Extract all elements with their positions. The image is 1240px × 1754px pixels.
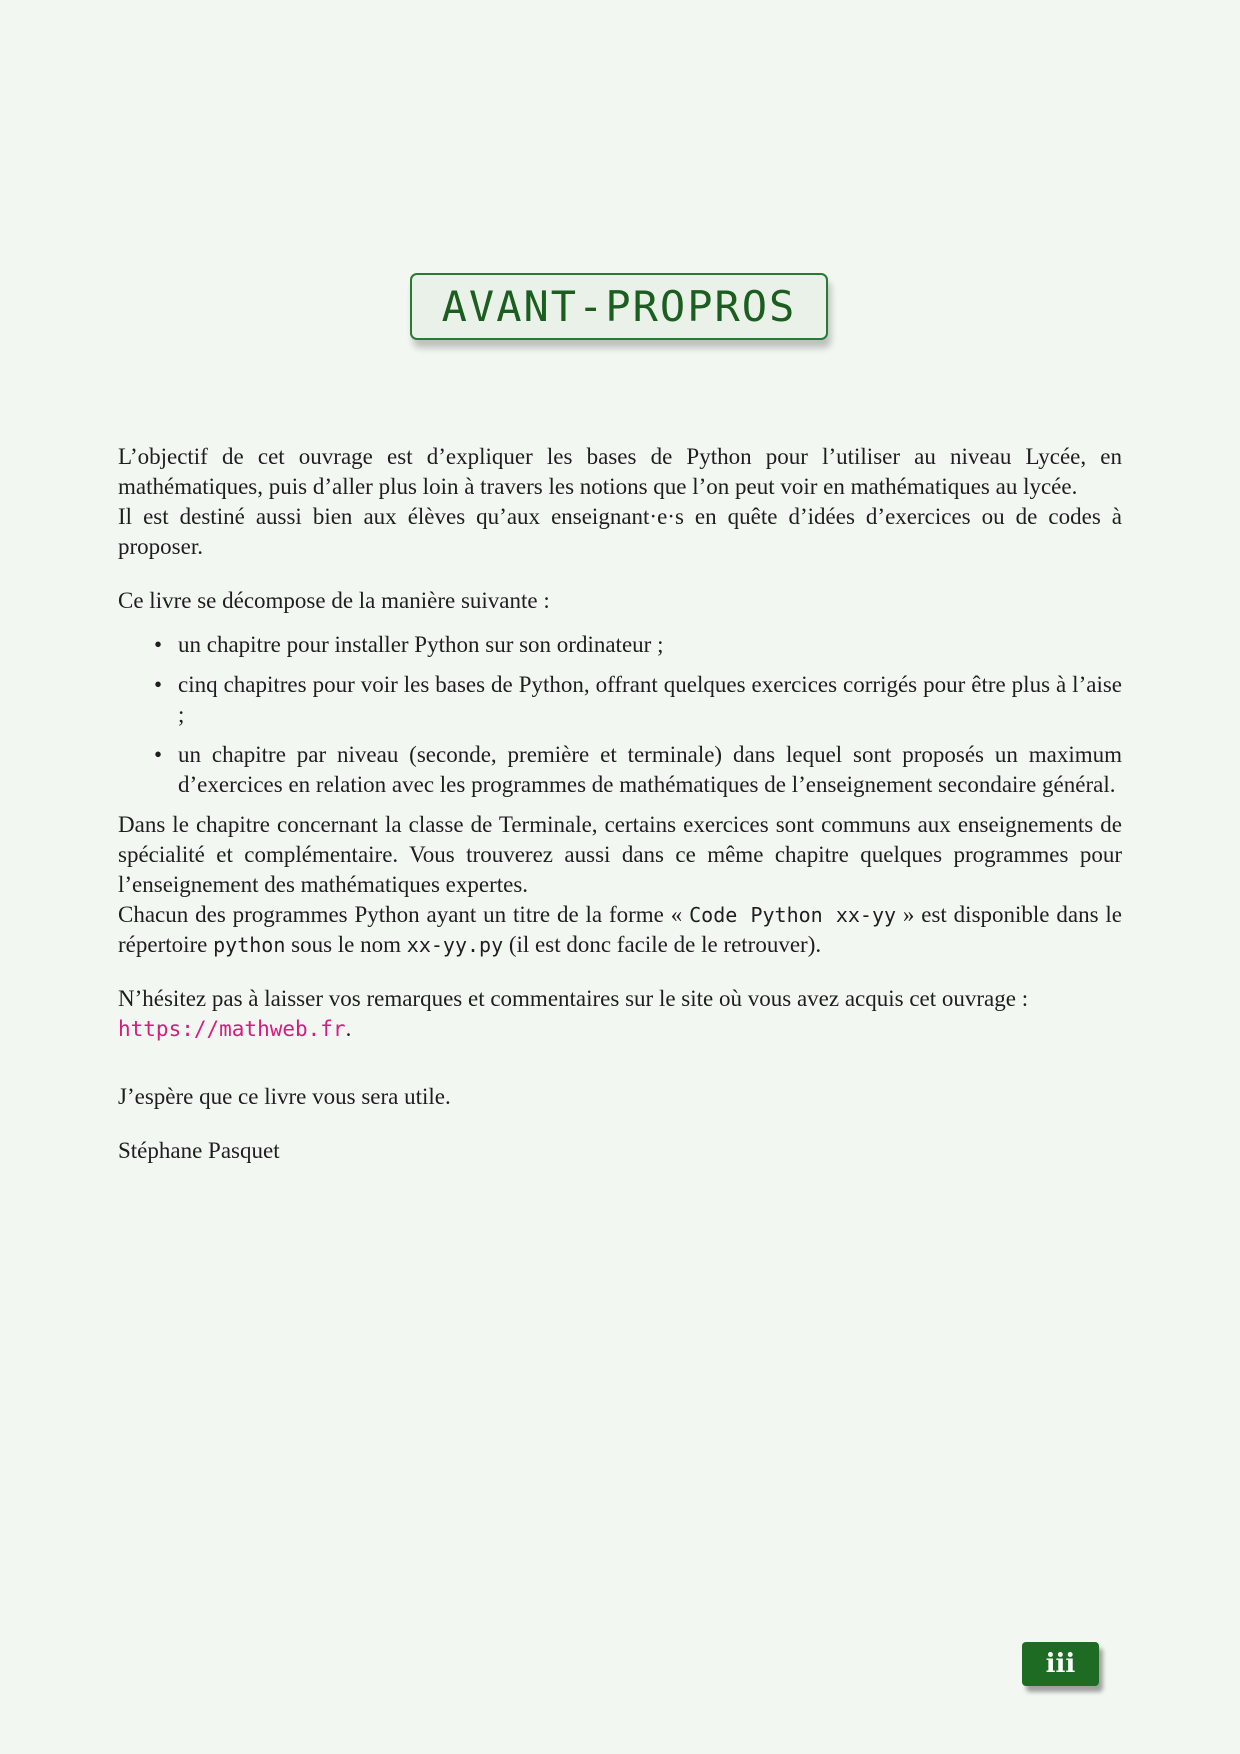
file-name-example: xx-yy.py [406,933,504,957]
list-item-text: un chapitre par niveau (seconde, première et terminale) dans lequel sont proposés un maximum d’exercices en relation avec les programmes de mathématiques de l’enseignement secondaire général. [178,742,1122,797]
code-note-text-1: Chacun des programmes Python ayant un titre de la forme « [118,902,690,927]
chapter-list [118,630,1122,800]
terminale-paragraph: Dans le chapitre concernant la classe de Terminale, certains exercices sont communs aux enseignements de spécialité et complémentaire. Vous trouverez aussi dans ce même chapitre quelques programmes pour l’enseignement des mathématiques expertes. [118,812,1122,897]
list-item [154,630,1122,660]
list-item-text: un chapitre pour installer Python sur son ordinateur ; [178,632,664,657]
closing-remark: J’espère que ce livre vous sera utile. [118,1084,451,1109]
code-note-text-4: (il est donc facile de le retrouver). [503,932,822,957]
intro-paragraph-2: Il est destiné aussi bien aux élèves qu’aux enseignant·e·s en quête d’idées d’exercices ou de codes à proposer. [118,504,1122,559]
intro-paragraph-1: L’objectif de cet ouvrage est d’expliquer les bases de Python pour l’utiliser au niveau Lycée, en mathématiques, puis d’aller plus loin à travers les notions que l’on peut voir en mathématiques au lycée. [118,444,1122,499]
chapter-title-box [410,273,828,340]
list-item-text: cinq chapitres pour voir les bases de Python, offrant quelques exercices corrigés pour être plus à l’aise ; [178,672,1122,727]
code-title-example: Code Python xx-yy [689,903,897,927]
structure-lead: Ce livre se décompose de la manière suivante : [118,588,550,613]
list-item [154,670,1122,730]
bullet-icon: • [154,672,163,697]
author-signature: Stéphane Pasquet [118,1138,280,1163]
directory-name: python [213,933,286,957]
bullet-icon: • [154,632,163,657]
page-number-badge [1022,1642,1099,1686]
code-naming-paragraph [118,900,1122,960]
code-note-text-3: sous le nom [285,932,407,957]
chapter-title: AVANT-PROPROS [441,282,797,331]
url-line [118,1014,1122,1044]
list-item [154,740,1122,800]
page-number: iii [1045,1649,1076,1679]
bullet-icon: • [154,742,163,767]
url-period: . [345,1016,352,1041]
code-note-text-2: » est disponible dans le répertoire [118,902,1122,957]
website-link[interactable]: https://mathweb.fr [118,1017,346,1041]
page-content [118,442,1122,1166]
feedback-paragraph: N’hésitez pas à laisser vos remarques et commentaires sur le site où vous avez acquis cet ouvrage : [118,986,1029,1011]
